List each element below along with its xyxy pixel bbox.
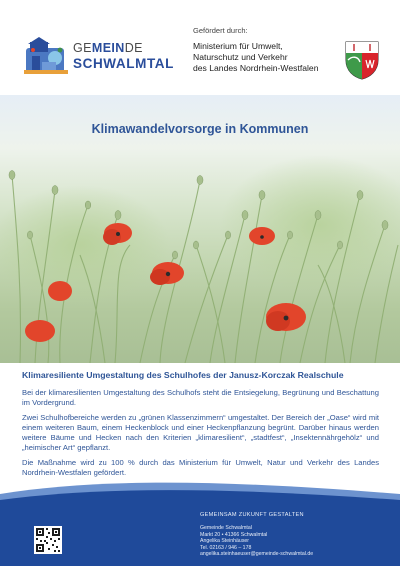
footer-line: Markt 20 • 41366 Schwalmtal [200, 531, 268, 538]
qr-code-icon[interactable] [34, 526, 62, 554]
footer-line: Gemeinde Schwalmtal [200, 525, 252, 531]
article-paragraph: Zwei Schulhofbereiche werden zu „grünen Klassenzimmern“ umgestaltet. Der Bereich der „Oase“ wird mit einem weiteren Baum, einem Heckenblock und einer Heckenpflanzung begrünt. Darüber hinaus werden weitere Bäume und Hecken nach den Kriterien „klimaresilient“, „stadtfest“, „Insektennährgehölz“ und „heimischer Art“ gepflanzt. [22, 412, 379, 453]
brand-wordmark: GEMEINDE SCHWALMTAL [73, 41, 174, 71]
footer-heading: GEMEINSAM ZUKUNFT GESTALTEN [200, 512, 304, 518]
municipality-logo-icon [20, 34, 72, 76]
article-paragraph: Bei der klimaresilienten Umgestaltung des Schulhofs steht die Entsiegelung, Begrünung und Beschattung im Vordergrund. [22, 388, 379, 408]
funded-by-label: Gefördert durch: [193, 26, 248, 35]
ministry-line: Ministerium für Umwelt, [193, 41, 283, 51]
footer-line: Angelika Steinhäuser [200, 538, 250, 545]
hero-title: Klimawandelvorsorge in Kommunen [91, 122, 309, 136]
footer-line: Tel. 02163 / 946 – 178 [200, 544, 252, 551]
article-paragraph: Die Maßnahme wird zu 100 % durch das Ministerium für Umwelt, Natur und Verkehr des Landes Nordrhein-Westfalen gefördert. [22, 457, 379, 478]
footer-contact [200, 525, 313, 558]
footer-email[interactable]: angelika.steinhaeuser@gemeinde-schwalmtal.de [200, 551, 314, 558]
article-body [22, 388, 379, 482]
ministry-line: des Landes Nordrhein-Westfalen [193, 63, 319, 73]
ministry-line: Naturschutz und Verkehr [193, 52, 288, 62]
ministry-name [193, 41, 318, 74]
article-subtitle: Klimaresiliente Umgestaltung des Schulhofes der Janusz-Korczak Realschule [22, 370, 344, 380]
nrw-coat-of-arms-icon [344, 40, 380, 80]
hero-image [0, 95, 400, 363]
